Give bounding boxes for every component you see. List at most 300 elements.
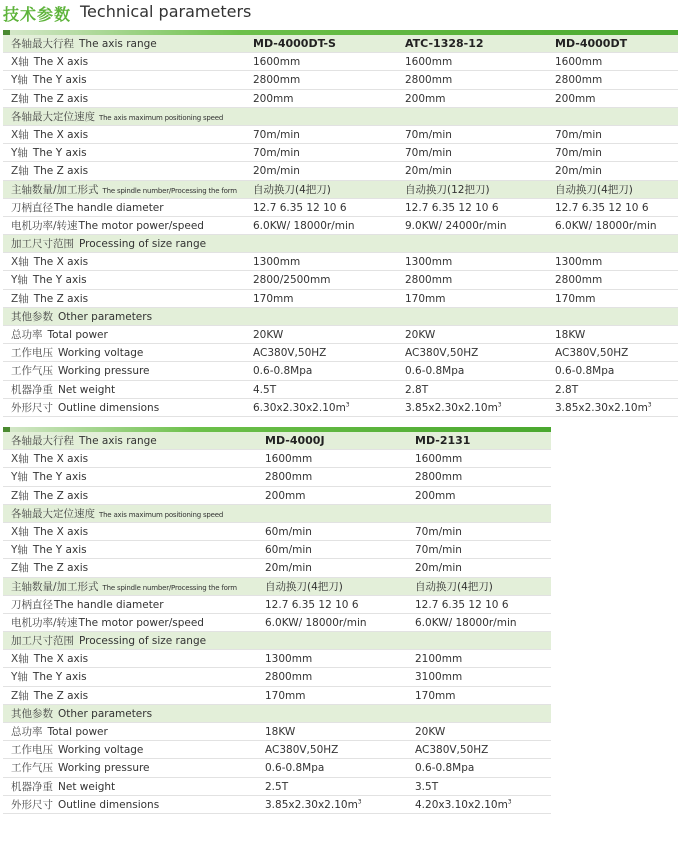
- row-label-en: Net weight: [58, 383, 116, 396]
- title-cn: 技术参数: [3, 5, 72, 24]
- row-label-en: Working voltage: [58, 347, 144, 360]
- cell-text: 170mm: [253, 292, 294, 305]
- row-label-en: Outline dimensions: [58, 798, 160, 811]
- cell-text: 0.6-0.8Mpa: [265, 762, 325, 775]
- cell-value: [253, 381, 276, 399]
- cell-text: 2800mm: [405, 74, 453, 87]
- cell-text: AC380V,50HZ: [555, 347, 629, 360]
- cell-text: AC380V,50HZ: [253, 347, 327, 360]
- cell-text: 60m/min: [265, 525, 312, 538]
- row-label-en: Net weight: [58, 780, 116, 793]
- cell-text: 200mm: [415, 489, 456, 502]
- cell-text: 4.5T: [253, 383, 277, 396]
- table-row: [3, 362, 678, 380]
- cell-text: 12.7 6.35 12 10 6: [555, 201, 649, 214]
- cell-text: 20KW: [415, 726, 446, 738]
- row-label-cn: Y轴: [11, 671, 28, 684]
- cell-text: 18KW: [265, 726, 296, 738]
- section-row: [3, 181, 678, 199]
- cell-value: [415, 596, 509, 614]
- header-label-cn: 各轴最大行程: [11, 38, 74, 50]
- cell-text: 2800mm: [265, 671, 313, 684]
- row-label-cn: 工作气压: [11, 365, 53, 378]
- table-row: [3, 559, 551, 577]
- cell-text: 20m/min: [555, 165, 602, 178]
- cell-text: 3.85x2.30x2.10m: [405, 401, 498, 414]
- cell-value: [555, 326, 585, 344]
- table-row: [3, 162, 678, 180]
- cell-value: [415, 741, 488, 759]
- cell-text: 60m/min: [265, 544, 312, 557]
- cell-value: [265, 596, 359, 614]
- header-label-cn: 各轴最大行程: [11, 435, 74, 447]
- cell-value: [265, 650, 312, 668]
- cell-text: 4.20x3.10x2.10m: [415, 798, 508, 811]
- row-label-en: The Z axis: [33, 689, 89, 702]
- cell-value: [253, 326, 283, 344]
- row-label-cn: 工作电压: [11, 744, 53, 757]
- title-en: Technical parameters: [80, 2, 252, 21]
- cell-value: [415, 668, 462, 686]
- cell-value: [253, 162, 300, 180]
- section-row: [3, 235, 678, 253]
- table-row: [3, 796, 551, 814]
- cell-text: 2800mm: [555, 274, 603, 287]
- section-row: [3, 578, 551, 596]
- cell-text: 0.6-0.8Mpa: [555, 365, 615, 378]
- cell-text: 3100mm: [415, 671, 463, 684]
- cell-value: [415, 468, 462, 486]
- cell-text: 12.7 6.35 12 10 6: [253, 201, 347, 214]
- row-label-cn: X轴: [11, 653, 29, 666]
- cell-text: 170mm: [555, 292, 596, 305]
- cell-value: [415, 541, 462, 559]
- cell-text: 9.0KW/ 24000r/min: [405, 219, 507, 232]
- cell-value: [555, 344, 628, 362]
- row-label-cn: 外形尺寸: [11, 798, 53, 811]
- table-row: [3, 668, 551, 686]
- row-label-en: The Z axis: [33, 165, 89, 178]
- cell-value: [405, 217, 507, 235]
- cell-text: AC380V,50HZ: [265, 744, 339, 757]
- cell-text: 12.7 6.35 12 10 6: [265, 598, 359, 611]
- row-label-en: The axis maximum positioning speed: [99, 113, 224, 122]
- cell-value: [405, 290, 446, 308]
- cell-text: 200mm: [253, 92, 294, 105]
- cell-superscript: 3: [647, 401, 652, 409]
- spec-table-1: [3, 30, 678, 417]
- cell-value: [405, 381, 428, 399]
- cell-value: [265, 723, 295, 741]
- cell-text: 1600mm: [253, 56, 301, 69]
- table-row: [3, 290, 678, 308]
- cell-value: [253, 290, 294, 308]
- cell-text: 70m/min: [253, 128, 300, 141]
- row-label-en: The Z axis: [33, 489, 89, 502]
- cell-value: [405, 90, 446, 108]
- cell-value: [555, 271, 602, 289]
- cell-value: [253, 53, 300, 71]
- cell-text: 1600mm: [415, 453, 463, 466]
- cell-value: [405, 126, 452, 144]
- cell-value: [405, 199, 499, 217]
- row-label-en: Total power: [47, 329, 108, 341]
- cell-value: [555, 53, 602, 71]
- cell-value: [265, 450, 312, 468]
- row-label-cn: X轴: [11, 56, 29, 69]
- row-label-en: The X axis: [33, 525, 89, 538]
- row-label-cn: 外形尺寸: [11, 401, 53, 414]
- row-label-en: Outline dimensions: [58, 401, 160, 414]
- row-label-en: The handle diameter: [54, 598, 164, 611]
- table-row: [3, 344, 678, 362]
- cell-value: [253, 144, 300, 162]
- model-name: MD-4000DT: [555, 37, 628, 50]
- spec-table-2: [3, 427, 551, 814]
- cell-value: [405, 344, 478, 362]
- cell-value: [555, 253, 602, 271]
- cell-value: [555, 381, 578, 399]
- cell-text: 1600mm: [265, 453, 313, 466]
- cell-value: [265, 687, 306, 705]
- row-label-cn: Y轴: [11, 544, 28, 557]
- cell-value: [405, 162, 452, 180]
- model-name: MD-2131: [415, 434, 471, 447]
- table-row: [3, 778, 551, 796]
- cell-text: 70m/min: [405, 147, 452, 160]
- cell-value: [253, 90, 294, 108]
- row-label-en: The Y axis: [32, 274, 87, 287]
- table-row: [3, 144, 678, 162]
- cell-value: [265, 487, 306, 505]
- cell-value: [405, 399, 502, 417]
- cell-text: 2.5T: [265, 780, 289, 793]
- row-label-en: The spindle number/Processing the form: [102, 583, 237, 592]
- cell-value: [555, 181, 633, 199]
- cell-value: [555, 399, 652, 417]
- row-label-en: The X axis: [33, 453, 89, 466]
- cell-text: 20KW: [405, 329, 436, 341]
- row-label-en: The Y axis: [32, 471, 87, 484]
- cell-value: [265, 668, 312, 686]
- row-label-en: The axis maximum positioning speed: [99, 510, 224, 519]
- table-row: [3, 541, 551, 559]
- cell-value: [555, 144, 602, 162]
- cell-text: 6.0KW/ 18000r/min: [265, 616, 367, 629]
- row-label-cn: 总功率: [11, 329, 43, 341]
- cell-text: 20m/min: [405, 165, 452, 178]
- cell-superscript: 3: [357, 798, 362, 806]
- row-label-cn: 加工尺寸范围: [11, 238, 74, 251]
- cell-value: [405, 144, 452, 162]
- row-label-en: Other parameters: [58, 310, 153, 323]
- row-label-en: The X axis: [33, 653, 89, 666]
- cell-text: 1600mm: [555, 56, 603, 69]
- cell-value: [555, 90, 596, 108]
- table-row: [3, 90, 678, 108]
- cell-value: [265, 541, 312, 559]
- table-row: [3, 741, 551, 759]
- row-label-en: The motor power/speed: [78, 616, 204, 629]
- cell-text: 3.85x2.30x2.10m: [265, 798, 358, 811]
- table-row: [3, 723, 551, 741]
- table-row: [3, 271, 678, 289]
- cell-text: 70m/min: [405, 128, 452, 141]
- cell-value: [265, 741, 338, 759]
- cell-text: 12.7 6.35 12 10 6: [405, 201, 499, 214]
- row-label-en: The Y axis: [32, 671, 87, 684]
- cell-value: [405, 181, 490, 199]
- row-label-cn: 主轴数量/加工形式: [11, 580, 99, 593]
- table-row: [3, 450, 551, 468]
- row-label-en: The X axis: [33, 56, 89, 69]
- row-label-cn: 各轴最大定位速度: [11, 110, 95, 123]
- row-label-cn: 工作气压: [11, 762, 53, 775]
- cell-text: 170mm: [405, 292, 446, 305]
- cell-value: [253, 271, 330, 289]
- cell-text: 3.5T: [415, 780, 439, 793]
- section-row: [3, 108, 678, 126]
- cell-value: [415, 778, 438, 796]
- cell-text: 18KW: [555, 329, 586, 341]
- cell-text: 0.6-0.8Mpa: [405, 365, 465, 378]
- row-label-cn: X轴: [11, 128, 29, 141]
- row-label-cn: Y轴: [11, 147, 28, 160]
- cell-value: [265, 778, 288, 796]
- cell-text: 自动换刀(4把刀): [265, 580, 343, 593]
- table-row: [3, 487, 551, 505]
- cell-value: [265, 468, 312, 486]
- table-row: [3, 326, 678, 344]
- row-label-cn: Z轴: [11, 92, 29, 105]
- row-label-en: Other parameters: [58, 707, 153, 720]
- cell-value: [415, 796, 512, 814]
- cell-text: 0.6-0.8Mpa: [415, 762, 475, 775]
- cell-text: 200mm: [265, 489, 306, 502]
- cell-superscript: 3: [507, 798, 512, 806]
- cell-value: [405, 326, 435, 344]
- row-label-en: The motor power/speed: [78, 219, 204, 232]
- row-label-en: Processing of size range: [79, 238, 207, 251]
- cell-value: [415, 578, 493, 596]
- cell-value: [555, 71, 602, 89]
- cell-value: [253, 126, 300, 144]
- cell-text: 170mm: [415, 689, 456, 702]
- table-2-header-row: [3, 432, 551, 450]
- cell-text: 2.8T: [405, 383, 429, 396]
- row-label-en: The Z axis: [33, 562, 89, 575]
- cell-text: 1300mm: [265, 653, 313, 666]
- cell-text: AC380V,50HZ: [405, 347, 479, 360]
- cell-value: [555, 362, 614, 380]
- cell-text: 2800mm: [555, 74, 603, 87]
- cell-text: 2800/2500mm: [253, 274, 331, 287]
- table-1-header-row: [3, 35, 678, 53]
- table-row: [3, 399, 678, 417]
- row-label-cn: X轴: [11, 453, 29, 466]
- cell-text: 200mm: [555, 92, 596, 105]
- row-label-en: The X axis: [33, 128, 89, 141]
- cell-value: [253, 399, 350, 417]
- row-label-cn: 机器净重: [11, 780, 53, 793]
- cell-value: [415, 523, 462, 541]
- table-row: [3, 468, 551, 486]
- model-name: MD-4000DT-S: [253, 37, 336, 50]
- row-label-en: Working pressure: [58, 762, 150, 775]
- row-label-en: Total power: [47, 726, 108, 738]
- table-row: [3, 614, 551, 632]
- cell-text: 200mm: [405, 92, 446, 105]
- cell-value: [415, 614, 517, 632]
- cell-text: 20m/min: [253, 165, 300, 178]
- row-label-en: The handle diameter: [54, 201, 164, 214]
- row-label-cn: 电机功率/转速: [11, 219, 78, 232]
- row-label-en: The X axis: [33, 256, 89, 269]
- row-label-cn: 其他参数: [11, 310, 53, 323]
- cell-value: [265, 578, 343, 596]
- cell-value: [253, 344, 326, 362]
- table-row: [3, 523, 551, 541]
- cell-value: [265, 759, 324, 777]
- cell-text: 70m/min: [415, 525, 462, 538]
- section-row: [3, 705, 551, 723]
- cell-text: 2800mm: [405, 274, 453, 287]
- row-label-cn: 总功率: [11, 726, 43, 738]
- row-label-cn: Z轴: [11, 562, 29, 575]
- row-label-en: The Z axis: [33, 92, 89, 105]
- cell-text: 20KW: [253, 329, 284, 341]
- table-row: [3, 53, 678, 71]
- cell-text: 20m/min: [265, 562, 312, 575]
- table-row: [3, 126, 678, 144]
- row-label-cn: Y轴: [11, 274, 28, 287]
- row-label-en: The Y axis: [32, 544, 87, 557]
- cell-value: [555, 162, 602, 180]
- cell-text: 1300mm: [405, 256, 453, 269]
- cell-text: 2.8T: [555, 383, 579, 396]
- row-label-cn: Z轴: [11, 489, 29, 502]
- cell-text: 1300mm: [253, 256, 301, 269]
- cell-text: AC380V,50HZ: [415, 744, 489, 757]
- table-row: [3, 199, 678, 217]
- row-label-cn: 加工尺寸范围: [11, 635, 74, 648]
- row-label-en: Working voltage: [58, 744, 144, 757]
- cell-text: 自动换刀(4把刀): [555, 183, 633, 196]
- table-row: [3, 687, 551, 705]
- cell-text: 6.0KW/ 18000r/min: [415, 616, 517, 629]
- cell-text: 1300mm: [555, 256, 603, 269]
- row-label-cn: 刀柄直径: [11, 201, 53, 214]
- row-label-cn: 主轴数量/加工形式: [11, 183, 99, 196]
- cell-value: [253, 217, 355, 235]
- cell-text: 自动换刀(12把刀): [405, 183, 490, 196]
- model-name: ATC-1328-12: [405, 37, 484, 50]
- table-row: [3, 253, 678, 271]
- section-row: [3, 505, 551, 523]
- row-label-cn: X轴: [11, 525, 29, 538]
- cell-value: [415, 450, 462, 468]
- row-label-cn: 刀柄直径: [11, 598, 53, 611]
- cell-value: [555, 290, 596, 308]
- cell-text: 1600mm: [405, 56, 453, 69]
- table-row: [3, 217, 678, 235]
- cell-text: 自动换刀(4把刀): [253, 183, 331, 196]
- cell-value: [405, 271, 452, 289]
- row-label-cn: 机器净重: [11, 383, 53, 396]
- cell-text: 6.30x2.30x2.10m: [253, 401, 346, 414]
- cell-text: 170mm: [265, 689, 306, 702]
- cell-text: 70m/min: [555, 147, 602, 160]
- cell-text: 自动换刀(4把刀): [415, 580, 493, 593]
- row-label-en: The Y axis: [32, 74, 87, 87]
- cell-value: [265, 523, 312, 541]
- cell-superscript: 3: [497, 401, 502, 409]
- cell-value: [405, 71, 452, 89]
- cell-value: [405, 362, 464, 380]
- cell-value: [415, 650, 462, 668]
- cell-text: 3.85x2.30x2.10m: [555, 401, 648, 414]
- cell-value: [555, 126, 602, 144]
- cell-value: [265, 559, 312, 577]
- cell-text: 20m/min: [415, 562, 462, 575]
- cell-text: 70m/min: [253, 147, 300, 160]
- row-label-cn: 各轴最大定位速度: [11, 507, 95, 520]
- row-label-en: Working pressure: [58, 365, 150, 378]
- table-row: [3, 381, 678, 399]
- row-label-cn: X轴: [11, 256, 29, 269]
- section-row: [3, 308, 678, 326]
- cell-value: [253, 199, 347, 217]
- cell-value: [415, 759, 474, 777]
- cell-value: [555, 199, 649, 217]
- cell-value: [405, 253, 452, 271]
- cell-text: 2800mm: [253, 74, 301, 87]
- table-row: [3, 71, 678, 89]
- cell-value: [253, 71, 300, 89]
- row-label-cn: Z轴: [11, 165, 29, 178]
- row-label-en: Processing of size range: [79, 635, 207, 648]
- row-label-cn: Y轴: [11, 74, 28, 87]
- cell-value: [253, 181, 331, 199]
- cell-text: 0.6-0.8Mpa: [253, 365, 313, 378]
- row-label-en: The Z axis: [33, 292, 89, 305]
- row-label-cn: 工作电压: [11, 347, 53, 360]
- header-label-en: The axis range: [79, 435, 157, 447]
- model-name: MD-4000J: [265, 434, 325, 447]
- row-label-en: The Y axis: [32, 147, 87, 160]
- cell-superscript: 3: [345, 401, 350, 409]
- cell-value: [405, 53, 452, 71]
- cell-text: 2800mm: [415, 471, 463, 484]
- cell-value: [415, 723, 445, 741]
- cell-text: 12.7 6.35 12 10 6: [415, 598, 509, 611]
- row-label-cn: Z轴: [11, 292, 29, 305]
- row-label-cn: Y轴: [11, 471, 28, 484]
- cell-value: [415, 559, 462, 577]
- cell-text: 6.0KW/ 18000r/min: [555, 219, 657, 232]
- cell-value: [415, 687, 456, 705]
- cell-value: [555, 217, 657, 235]
- cell-text: 2800mm: [265, 471, 313, 484]
- cell-value: [265, 614, 367, 632]
- cell-text: 2100mm: [415, 653, 463, 666]
- row-label-cn: Z轴: [11, 689, 29, 702]
- cell-text: 70m/min: [555, 128, 602, 141]
- table-row: [3, 759, 551, 777]
- row-label-cn: 电机功率/转速: [11, 616, 78, 629]
- cell-text: 6.0KW/ 18000r/min: [253, 219, 355, 232]
- header-label-en: The axis range: [79, 38, 157, 50]
